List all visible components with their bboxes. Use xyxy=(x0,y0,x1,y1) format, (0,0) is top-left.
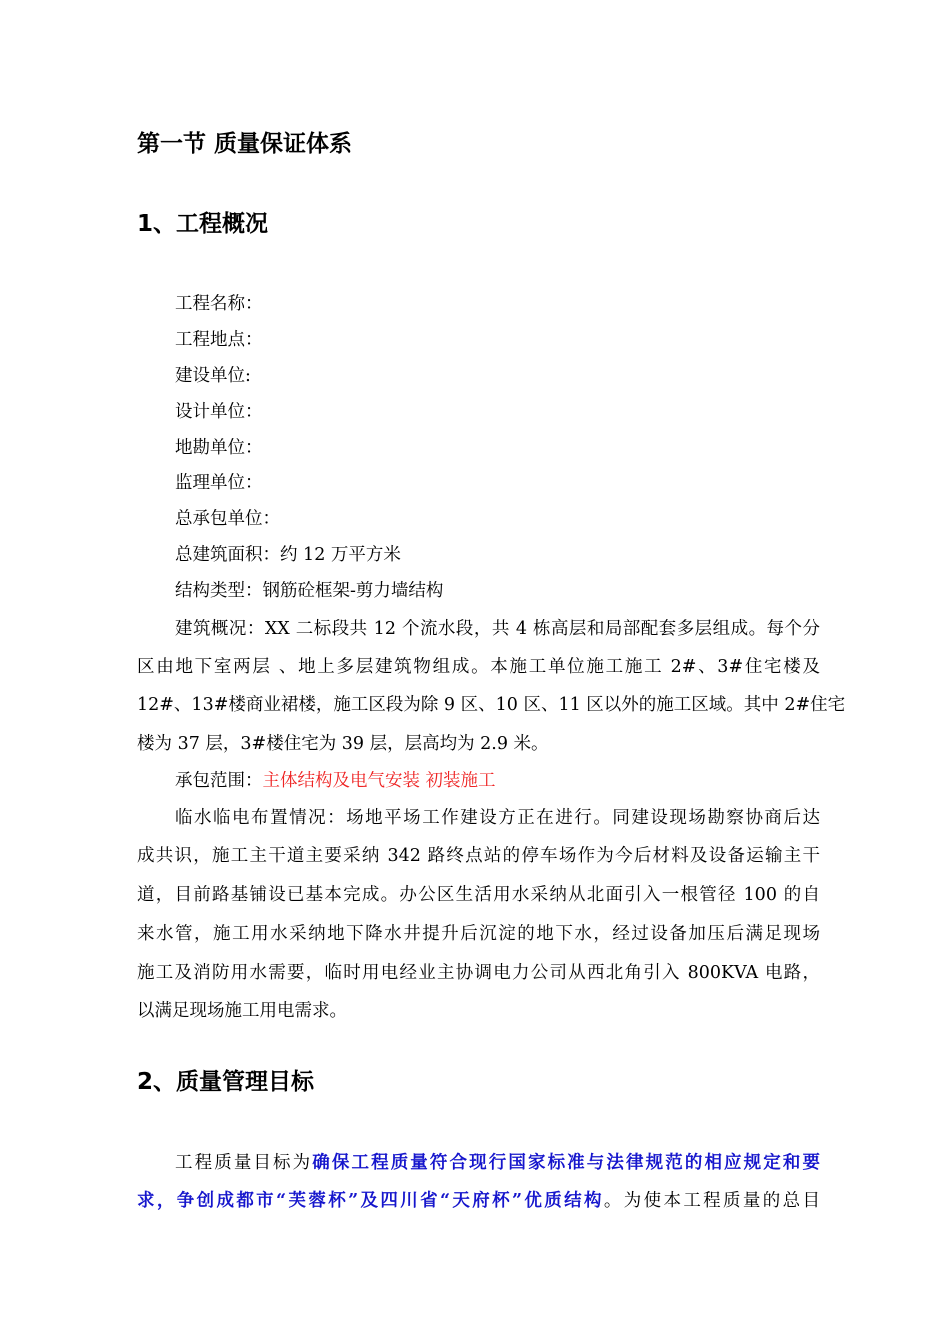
utilities-line: 以满足现场施工用电需求。 xyxy=(137,1001,347,1021)
building-overview-line: 建筑概况：XX 二标段共 12 个流水段，共 4 栋高层和局部配套多层组成。每个分 xyxy=(175,619,820,639)
quality-target-highlight: 求，争创成都市“芙蓉杯”及四川省“天府杯”优质结构 xyxy=(137,1191,604,1211)
building-overview-line: 区由地下室两层 、地上多层建筑物组成。本施工单位施工施工 2#、3#住宅楼及 xyxy=(137,657,820,677)
quality-target-suffix: 。为使本工程质量的总目 xyxy=(603,1191,820,1211)
building-overview-line: 楼为 37 层，3#楼住宅为 39 层，层高均为 2.9 米。 xyxy=(137,734,549,754)
utilities-line: 施工及消防用水需要，临时用电经业主协调电力公司从西北角引入 800KVA 电路， xyxy=(137,963,820,983)
field-general-contractor: 总承包单位： xyxy=(175,509,280,529)
quality-heading: 2、质量管理目标 xyxy=(137,1069,315,1095)
quality-target-prefix: 工程质量目标为 xyxy=(175,1153,313,1173)
field-total-area: 总建筑面积：约 12 万平方米 xyxy=(175,545,401,565)
scope-value: 主体结构及电气安装 初装施工 xyxy=(262,771,496,791)
building-overview-line: 12#、13#楼商业裙楼，施工区段为除 9 区、10 区、11 区以外的施工区域。其中 2#住宅 xyxy=(137,695,846,715)
quality-target-line xyxy=(175,1152,820,1174)
field-owner: 建设单位: xyxy=(175,366,251,386)
field-structure-type: 结构类型：钢筋砼框架-剪力墙结构 xyxy=(175,581,444,601)
overview-heading: 1、工程概况 xyxy=(137,211,269,237)
utilities-line: 临水临电布置情况：场地平场工作建设方正在进行。同建设现场勘察协商后达 xyxy=(175,808,820,828)
section-title: 第一节 质量保证体系 xyxy=(137,131,353,157)
field-survey: 地勘单位： xyxy=(175,438,263,458)
field-project-location: 工程地点： xyxy=(175,330,263,350)
scope-label: 承包范围： xyxy=(175,771,263,791)
field-project-name: 工程名称： xyxy=(175,294,263,314)
quality-target-highlight: 确保工程质量符合现行国家标准与法律规范的相应规定和要 xyxy=(312,1153,820,1173)
scope-line xyxy=(175,770,820,792)
field-supervisor: 监理单位： xyxy=(175,473,263,493)
utilities-line: 来水管，施工用水采纳地下降水井提升后沉淀的地下水，经过设备加压后满足现场 xyxy=(137,924,820,944)
field-designer: 设计单位： xyxy=(175,402,263,422)
quality-target-line xyxy=(137,1190,820,1212)
utilities-line: 道，目前路基铺设已基本完成。办公区生活用水采纳从北面引入一根管径 100 的自 xyxy=(137,885,820,905)
utilities-line: 成共识，施工主干道主要采纳 342 路终点站的停车场作为今后材料及设备运输主干 xyxy=(137,846,820,866)
